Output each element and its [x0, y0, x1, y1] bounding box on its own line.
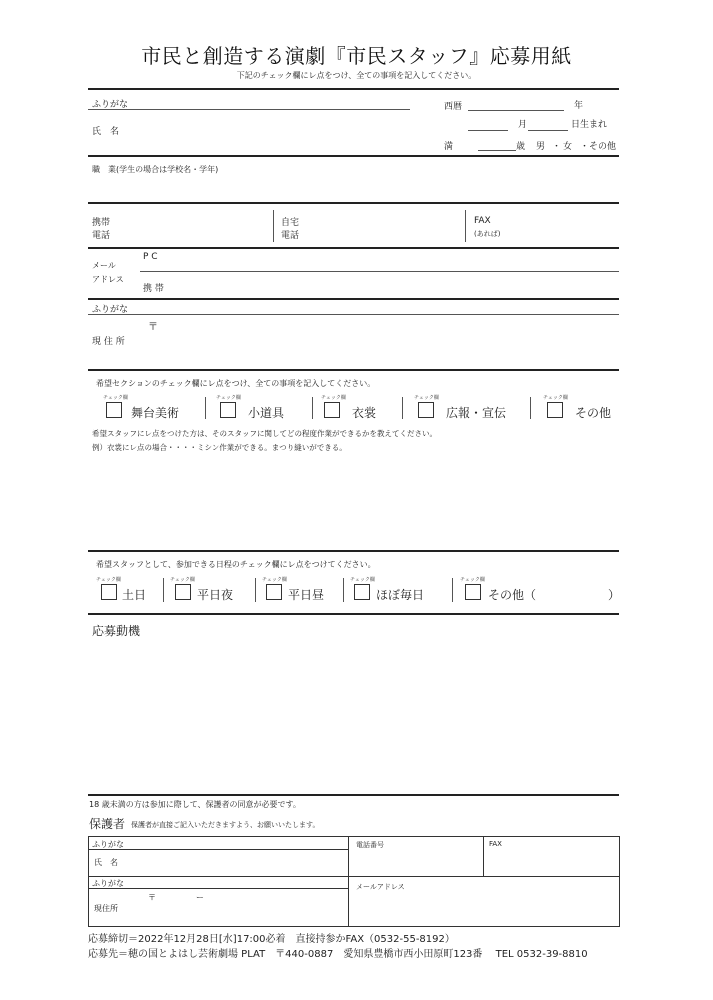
address-furigana-label: ふりがな [92, 305, 129, 315]
divider [530, 397, 531, 419]
divider [88, 613, 619, 615]
motive-label: 応募動機 [92, 624, 141, 638]
schedule-option-other: その他（ [488, 588, 537, 602]
mail-label-1: メール [92, 261, 116, 270]
seireki-label: 西暦 [444, 102, 463, 112]
schedule-checkbox-other[interactable] [465, 584, 481, 600]
schedule-checkbox-weekday[interactable] [266, 584, 282, 600]
check-caption: チェック欄 [321, 395, 346, 401]
divider [343, 578, 344, 602]
check-caption: チェック欄 [350, 577, 375, 583]
check-caption: チェック欄 [103, 395, 128, 401]
name-label: 氏 名 [92, 127, 120, 137]
age-label: 歳 [516, 142, 526, 152]
schedule-instruction: 希望スタッフとして、参加できる日程のチェック欄にレ点をつけてください。 [96, 560, 376, 569]
mail-pc-field[interactable] [140, 271, 619, 272]
fax-label: FAX [474, 216, 491, 226]
guardian-address-label: 現住所 [94, 904, 118, 913]
divider [312, 397, 313, 419]
divider [205, 397, 206, 419]
section-option-props: 小道具 [248, 406, 285, 420]
schedule-option-weeknight: 平日夜 [197, 588, 234, 602]
section-checkbox-other[interactable] [547, 402, 563, 418]
mail-label-2: アドレス [92, 275, 124, 284]
divider [163, 578, 164, 602]
mobile-label-1: 携帯 [92, 218, 111, 228]
divider [452, 578, 453, 602]
age-field[interactable] [478, 150, 516, 151]
mail-mobile-label: 携 帯 [143, 284, 164, 294]
guardian-addr-furigana-label: ふりがな [92, 879, 124, 888]
divider [88, 298, 619, 300]
guardian-furigana-line[interactable] [88, 849, 348, 850]
home-label-2: 電話 [281, 231, 300, 241]
mobile-label-2: 電話 [92, 231, 111, 241]
guardian-fax-label: FAX [489, 840, 502, 848]
divider [88, 247, 619, 249]
guardian-mail-label: メールアドレス [356, 883, 405, 891]
footer-deadline: 応募締切＝2022年12月28日[水]17:00必着 直接持参かFAX（0532-55-8192） [88, 934, 455, 945]
postal-mark: 〒 [148, 322, 158, 333]
address-label: 現 住 所 [92, 337, 125, 347]
schedule-option-weekday: 平日昼 [288, 588, 325, 602]
section-checkbox-props[interactable] [220, 402, 236, 418]
schedule-checkbox-daily[interactable] [354, 584, 370, 600]
check-caption: チェック欄 [543, 395, 568, 401]
section-option-costume: 衣裳 [352, 406, 377, 420]
guardian-furigana-label: ふりがな [92, 840, 124, 849]
divider [255, 578, 256, 602]
guardian-title: 保護者 [89, 817, 126, 831]
section-option-pr: 広報・宣伝 [446, 406, 507, 420]
divider [402, 397, 403, 419]
home-label-1: 自宅 [281, 218, 300, 228]
check-caption: チェック欄 [414, 395, 439, 401]
divider [88, 202, 619, 204]
section-note-2: 例）衣裳にレ点の場合・・・・ミシン作業ができる。まつり縫いができる。 [92, 443, 347, 452]
divider [88, 369, 619, 371]
divider [88, 794, 619, 796]
divider [465, 210, 466, 242]
fax-note: (あれば) [474, 230, 501, 238]
day-field[interactable] [528, 130, 568, 131]
section-checkbox-stage-art[interactable] [106, 402, 122, 418]
guardian-name-label: 氏 名 [94, 858, 118, 867]
section-note-1: 希望スタッフにレ点をつけた方は、そのスタッフに関してどの程度作業ができるかを教えてください。 [92, 429, 437, 438]
section-checkbox-pr[interactable] [418, 402, 434, 418]
under18-note: 18 歳未満の方は参加に際して、保護者の同意が必要です。 [89, 800, 301, 809]
gender-male[interactable]: 男 [536, 142, 546, 152]
divider [483, 836, 484, 876]
divider [88, 876, 619, 877]
birth-label: 日生まれ [571, 120, 608, 130]
furigana-label: ふりがな [92, 100, 129, 110]
section-instruction: 希望セクションのチェック欄にレ点をつけ、全ての事項を記入してください。 [96, 379, 376, 388]
year-label: 年 [574, 101, 584, 111]
guardian-note: 保護者が直接ご記入いただきますよう、お願いいたします。 [131, 821, 320, 829]
divider [273, 210, 274, 242]
mail-pc-label: P C [143, 252, 158, 262]
guardian-addr-furigana-line[interactable] [88, 888, 348, 889]
schedule-checkbox-weeknight[interactable] [175, 584, 191, 600]
section-option-other: その他 [575, 406, 612, 420]
page-subtitle: 下記のチェック欄にレ点をつけ、全ての事項を記入してください。 [236, 71, 477, 80]
divider [88, 88, 619, 90]
section-checkbox-costume[interactable] [324, 402, 340, 418]
footer-address: 応募先＝穂の国とよはし芸術劇場 PLAT 〒440-0887 愛知県豊橋市西小田原町123番 TEL 0532-39-8810 [88, 949, 588, 960]
check-caption: チェック欄 [96, 577, 121, 583]
year-field[interactable] [468, 110, 564, 111]
divider [88, 550, 619, 552]
divider [348, 836, 349, 926]
guardian-phone-label: 電話番号 [356, 841, 384, 849]
address-furigana-line[interactable] [88, 314, 619, 315]
check-caption: チェック欄 [262, 577, 287, 583]
schedule-option-daily: ほぼ毎日 [376, 588, 425, 602]
divider [88, 155, 619, 157]
schedule-other-close: ） [608, 588, 621, 602]
month-field[interactable] [468, 130, 508, 131]
month-label: 月 [518, 120, 528, 130]
check-caption: チェック欄 [170, 577, 195, 583]
age-prefix: 満 [444, 142, 454, 152]
gender-other[interactable]: ・その他 [580, 142, 617, 152]
section-option-stage-art: 舞台美術 [131, 406, 180, 420]
guardian-postal: 〒 ー [148, 893, 204, 902]
gender-female[interactable]: ・女 [552, 142, 575, 152]
schedule-option-weekend: 土日 [122, 588, 147, 602]
check-caption: チェック欄 [460, 577, 485, 583]
page-title: 市民と創造する演劇『市民スタッフ』応募用紙 [141, 44, 572, 68]
check-caption: チェック欄 [216, 395, 241, 401]
furigana-line[interactable] [88, 109, 410, 110]
schedule-checkbox-weekend[interactable] [101, 584, 117, 600]
job-label: 職 業(学生の場合は学校名・学年) [92, 165, 219, 174]
